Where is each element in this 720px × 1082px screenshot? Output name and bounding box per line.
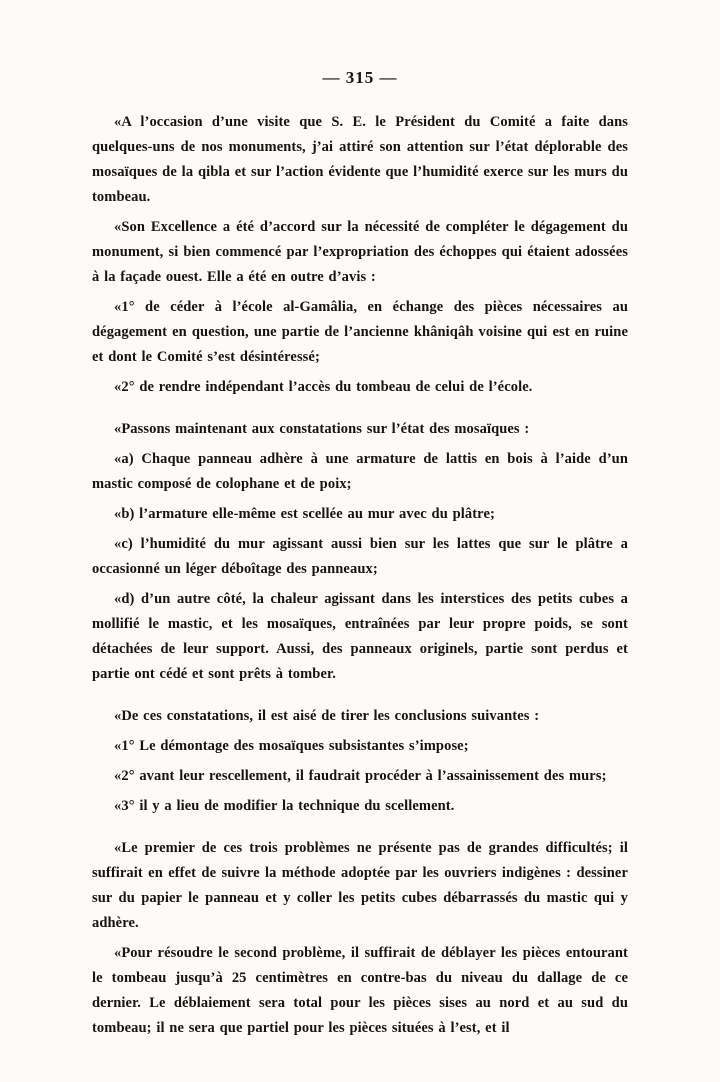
paragraph: «Passons maintenant aux constatations sur l’état des mosaïques : <box>114 421 530 437</box>
paragraphs <box>92 110 628 1041</box>
paragraph: «De ces constatations, il est aisé de tirer les conclusions suivantes : <box>114 708 540 724</box>
paragraph: «a) Chaque panneau adhère à une armature de lattis en bois à l’aide d’un mastic composé de colophane et de poix; <box>92 451 628 492</box>
paragraph: «b) l’armature elle-même est scellée au mur avec du plâtre; <box>114 506 495 522</box>
paragraph: «Le premier de ces trois problèmes ne présente pas de grandes difficultés; il suffirait en effet de suivre la méthode adoptée par les ouvriers indigènes : dessiner sur du papier le panneau et y coller les petits cubes débarrassés du mastic qui y adhère. <box>92 840 628 931</box>
paragraph: «Pour résoudre le second problème, il suffirait de déblayer les pièces entourant le tombeau jusqu’à 25 centimètres en contre-bas du niveau du dallage de ce dernier. Le déblaiement sera total pour les pièces sises au nord et au sud du tombeau; il ne sera que partiel pour les pièces situées à l’est, et il <box>92 945 628 1036</box>
page-number-header: — 315 — <box>322 68 398 87</box>
paragraph: «c) l’humidité du mur agissant aussi bien sur les lattes que sur le plâtre a occasionné un léger déboîtage des panneaux; <box>92 536 628 577</box>
paragraph: «2° de rendre indépendant l’accès du tombeau de celui de l’école. <box>114 379 533 395</box>
paragraph: «3° il y a lieu de modifier la technique du scellement. <box>114 798 455 814</box>
paragraph: «d) d’un autre côté, la chaleur agissant dans les interstices des petits cubes a mollifié le mastic, et les mosaïques, entraînées par leur propre poids, se sont détachées de leur support. Aussi, des panneaux originels, partie sont perdus et partie ont cédé et sont prêts à tomber. <box>92 591 628 682</box>
paragraph: «2° avant leur rescellement, il faudrait procéder à l’assainissement des murs; <box>114 768 607 784</box>
paragraph: «A l’occasion d’une visite que S. E. le Président du Comité a faite dans quelques-uns de nos monuments, j’ai attiré son attention sur l’état déplorable des mosaïques de la qibla et sur l’action évidente que l’humidité exerce sur les murs du tombeau. <box>92 114 628 205</box>
paragraph: «Son Excellence a été d’accord sur la nécessité de compléter le dégagement du monument, si bien commencé par l’expropriation des échoppes qui étaient adossées à la façade ouest. Elle a été en outre d’avis : <box>92 219 628 285</box>
paragraph: «1° Le démontage des mosaïques subsistantes s’impose; <box>114 738 469 754</box>
paragraph: «1° de céder à l’école al-Gamâlia, en échange des pièces nécessaires au dégagement en question, une partie de l’ancienne khâniqâh voisine qui est en ruine et dont le Comité s’est désintéressé; <box>92 299 628 365</box>
